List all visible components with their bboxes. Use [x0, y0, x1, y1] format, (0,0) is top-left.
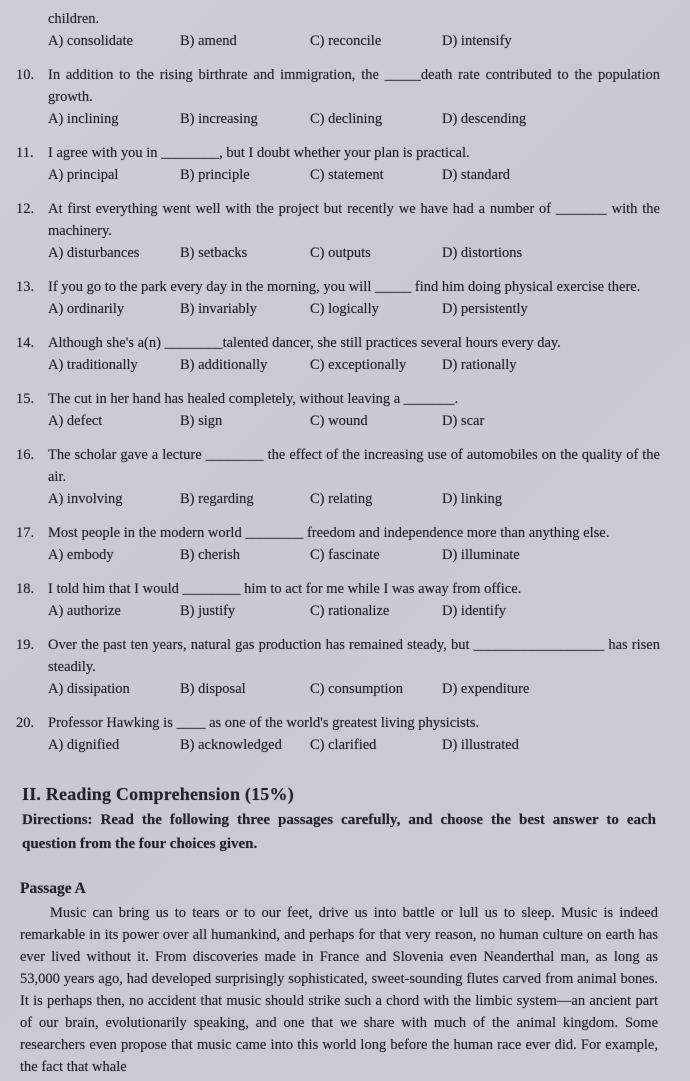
option-a: A) dissipation	[48, 681, 130, 697]
option-b: B) increasing	[180, 111, 258, 127]
options-row	[48, 734, 660, 756]
option-d: D) linking	[442, 491, 503, 507]
option-b: B) sign	[180, 413, 223, 429]
question-number: 11.	[16, 145, 34, 161]
question-item	[16, 578, 660, 622]
question-item	[16, 64, 660, 130]
option-a: A) traditionally	[48, 357, 138, 373]
option-c: C) reconcile	[310, 33, 382, 49]
option-c: C) outputs	[310, 245, 371, 261]
option-d: D) intensify	[442, 33, 512, 49]
options-row	[48, 544, 660, 566]
option-d: D) illuminate	[442, 547, 520, 563]
option-c: C) exceptionally	[310, 357, 407, 373]
question-stem: Although she's a(n) ________talented dancer, she still practices several hours every day.	[48, 335, 561, 351]
question-item	[16, 444, 660, 510]
question-stem: The scholar gave a lecture ________ the effect of the increasing use of automobiles on the quality of the air.	[48, 447, 660, 485]
option-b: B) invariably	[180, 301, 257, 317]
option-a: A) authorize	[48, 603, 121, 619]
option-c: C) wound	[310, 413, 368, 429]
option-a: A) ordinarily	[48, 301, 125, 317]
question-item	[16, 388, 660, 432]
option-c: C) clarified	[310, 737, 377, 753]
option-b: B) disposal	[180, 681, 246, 697]
question-number: 15.	[16, 391, 35, 407]
option-d: D) standard	[442, 167, 511, 183]
section-directions: Directions: Read the following three passages carefully, and choose the best answer to each question from the four choices given.	[22, 812, 656, 852]
option-d: D) illustrated	[442, 737, 519, 753]
option-d: D) scar	[442, 413, 485, 429]
option-a: A) consolidate	[48, 33, 133, 49]
question-stem: Professor Hawking is ____ as one of the world's greatest living physicists.	[48, 715, 480, 731]
options-row	[48, 600, 660, 622]
passage-a	[16, 878, 660, 1078]
option-c: C) rationalize	[310, 603, 390, 619]
question-item	[16, 634, 660, 700]
option-b: B) cherish	[180, 547, 240, 563]
question-stem: Over the past ten years, natural gas production has remained steady, but __________________ has risen steadily.	[48, 637, 660, 675]
option-c: C) logically	[310, 301, 379, 317]
option-a: A) defect	[48, 413, 103, 429]
question-item	[16, 712, 660, 756]
options-row	[48, 164, 660, 186]
question-item	[16, 198, 660, 264]
question-stem: The cut in her hand has healed completely, without leaving a _______.	[48, 391, 459, 407]
options-row	[48, 298, 660, 320]
question-stem: I told him that I would ________ him to act for me while I was away from office.	[48, 581, 522, 597]
question-stem: children.	[48, 11, 100, 27]
question-number: 14.	[16, 335, 35, 351]
question-item	[16, 8, 660, 52]
option-b: B) setbacks	[180, 245, 248, 261]
question-number: 16.	[16, 447, 35, 463]
question-number: 18.	[16, 581, 35, 597]
option-d: D) identify	[442, 603, 507, 619]
question-number: 20.	[16, 715, 35, 731]
question-number	[16, 8, 48, 52]
option-d: D) descending	[442, 111, 527, 127]
option-b: B) amend	[180, 33, 237, 49]
options-row	[48, 242, 660, 264]
question-number: 12.	[16, 201, 35, 217]
options-row	[48, 410, 660, 432]
question-number: 13.	[16, 279, 35, 295]
option-d: D) rationally	[442, 357, 517, 373]
question-stem: At first everything went well with the project but recently we have had a number of _______ with the machinery.	[48, 201, 660, 239]
option-d: D) persistently	[442, 301, 528, 317]
question-stem: If you go to the park every day in the morning, you will _____ find him doing physical exercise there.	[48, 279, 641, 295]
option-c: C) relating	[310, 491, 373, 507]
option-c: C) statement	[310, 167, 384, 183]
reading-comprehension-section	[16, 782, 660, 856]
question-number: 17.	[16, 525, 35, 541]
question-stem: I agree with you in ________, but I doubt whether your plan is practical.	[48, 145, 470, 161]
option-c: C) declining	[310, 111, 383, 127]
option-c: C) consumption	[310, 681, 404, 697]
section-title: II. Reading Comprehension (15%)	[22, 784, 294, 804]
option-d: D) distortions	[442, 245, 523, 261]
option-a: A) principal	[48, 167, 119, 183]
question-item	[16, 332, 660, 376]
option-d: D) expenditure	[442, 681, 530, 697]
question-item	[16, 522, 660, 566]
option-b: B) additionally	[180, 357, 268, 373]
option-a: A) disturbances	[48, 245, 140, 261]
options-row	[48, 30, 660, 52]
passage-label: Passage A	[20, 880, 86, 897]
option-b: B) acknowledged	[180, 737, 282, 753]
options-row	[48, 354, 660, 376]
options-row	[48, 678, 660, 700]
option-b: B) principle	[180, 167, 250, 183]
question-stem: Most people in the modern world ________ freedom and independence more than anything else.	[48, 525, 610, 541]
passage-text: Music can bring us to tears or to our feet, drive us into battle or lull us to sleep. Music is indeed remarkable in its power over all humankind, and perhaps for that very reason, no human culture on earth has ever lived without it. From discoveries made in France and Slovenia even Neanderthal man, as long as 53,000 years ago, had developed surprisingly sophisticated, sweet-sounding flutes carved from animal bones. It is perhaps then, no accident that music should strike such a chord with the limbic system—an ancient part of our brain, evolutionarily speaking, and one that we share with much of the animal kingdom. Some researchers even propose that music came into this world long before the human race ever did. For example, the fact that whale	[20, 905, 658, 1075]
question-item	[16, 276, 660, 320]
option-a: A) dignified	[48, 737, 120, 753]
option-b: B) justify	[180, 603, 236, 619]
question-number: 19.	[16, 637, 35, 653]
option-b: B) regarding	[180, 491, 254, 507]
option-c: C) fascinate	[310, 547, 380, 563]
option-a: A) embody	[48, 547, 114, 563]
question-item	[16, 142, 660, 186]
option-a: A) inclining	[48, 111, 119, 127]
option-a: A) involving	[48, 491, 123, 507]
question-number: 10.	[16, 67, 35, 83]
options-row	[48, 488, 660, 510]
question-stem: In addition to the rising birthrate and immigration, the _____death rate contributed to the population growth.	[48, 67, 660, 105]
options-row	[48, 108, 660, 130]
